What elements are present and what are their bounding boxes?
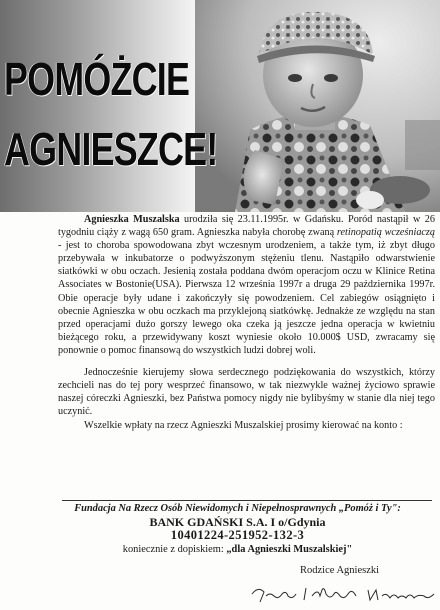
divider-line [62, 500, 432, 501]
headline-line-1: POMÓŻCIE [4, 53, 190, 105]
letter-body [58, 213, 435, 433]
paragraph-story-part-1: urodziła się 23.11.1995r. w Gdańsku. Poród nastąpił w 26 tygodniu ciąży z wagą 650 gram. Agnieszka nabyła chorobę zwaną [58, 214, 435, 239]
paragraph-story [58, 213, 435, 357]
headline-line-2: AGNIESZCE! [4, 123, 218, 175]
transfer-note [40, 543, 435, 557]
paragraph-donation-request: Wszelkie wpłaty na rzecz Agnieszki Muszalskiej prosimy kierować na konto : [84, 420, 403, 432]
paragraph-story-part-2: - jest to choroba spowodowana zbyt wczesnym urodzeniem, a także tym, iż zbyt długo przebywała w inkubatorze o podwyższonym stężeniu tlenu. Nastąpiło odwarstwienie siatkówki w obu oczach. Jesienią została poddana dwóm operacjom oczu w Klinice Retina Associates w Bostonie(USA). Pierwsza 12 września 1997r a druga 29 października 1997r. Obie operacje były udane i zakończyły się powodzeniem. Cel zabiegów osiągnięto i obecnie Agnieszka w obu oczkach ma przyklejoną siatkówkę. Jednakże ze względu na stan przed operacjami dużo gorszy lewego oka czeka ją jeszcze jedna operacja w kwietniu bieżącego roku, a przewidywany koszt wyniesie około 10.000$ USD, zwracamy się ponownie o pomoc finansową do wszystkich ludzi dobrej woli. [58, 240, 435, 356]
account-number: 10401224-251952-132-3 [170, 528, 305, 543]
child-photo [195, 0, 440, 212]
bank-name: BANK GDAŃSKI S.A. I o/Gdynia [149, 514, 326, 529]
child-photo-graphic [195, 0, 440, 212]
signature-label: Rodzice Agnieszki [300, 565, 380, 576]
header-gradient-panel [0, 0, 195, 212]
disease-name: retinopatią wcześniaczą [336, 227, 435, 239]
bank-details [40, 502, 435, 556]
child-name: Agnieszka Muszalska [84, 214, 180, 225]
paragraph-thanks: Jednocześnie kierujemy słowa serdecznego podziękowania do wszystkich, którzy zechcieli nas do tej pory wesprzeć finansowo, w tak niezwykle ważnej życiowo sprawie naszej córeczki Agnieszki, bez Państwa pomocy nigdy nie bylibyśmy w stanie dla niej tego uczynić. [58, 367, 435, 418]
transfer-note-title: „dla Agnieszki Muszalskiej" [226, 543, 353, 555]
foundation-name: Fundacja Na Rzecz Osób Niewidomych i Niepełnosprawnych „Pomóż i Ty": [74, 503, 401, 514]
transfer-note-prefix: koniecznie z dopiskiem: [122, 543, 227, 555]
